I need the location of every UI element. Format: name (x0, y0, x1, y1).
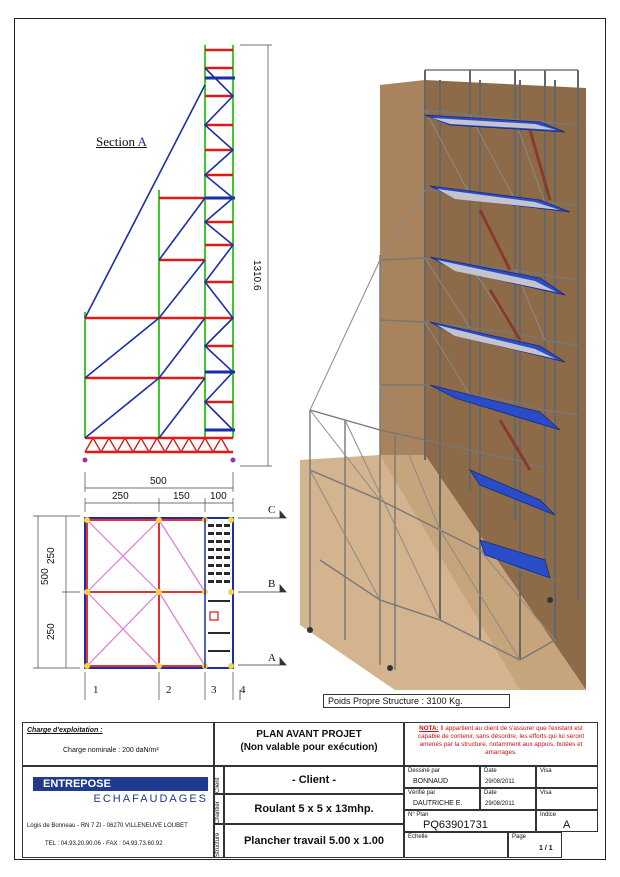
company-logo: ENTREPOSE (33, 777, 208, 791)
client-value: - Client - (224, 766, 404, 794)
date2-cell (480, 788, 536, 810)
page-cell (508, 832, 562, 858)
date-label-2: Date (484, 790, 497, 796)
date-value-2: 29/08/2011 (485, 801, 515, 807)
indice-value: A (563, 819, 571, 831)
3d-render (300, 70, 586, 690)
dim-width: 500 (150, 476, 167, 487)
dessine-value: BONNAUD (413, 778, 449, 785)
echelle-label: Echelle (408, 834, 428, 840)
client-label: Client (215, 777, 221, 793)
verifie-cell (404, 788, 480, 810)
weight-box: Poids Propre Structure : 3100 Kg. (323, 694, 510, 708)
dim-height: 1310.6 (251, 260, 262, 291)
page-value: 1 / 1 (539, 845, 553, 852)
charge-box (22, 722, 214, 766)
dim-top-c: 100 (210, 491, 227, 502)
dim-left-b: 250 (46, 623, 57, 640)
verifie-value: DAUTRICHE E. (413, 800, 463, 807)
company-box (22, 766, 214, 858)
chantier-label: Chantier (215, 801, 221, 824)
structure-label: Structure (215, 832, 221, 857)
plan-no-value: PQ63901731 (423, 819, 488, 831)
visa-label-2: Visa (540, 790, 552, 796)
chantier-value: Roulant 5 x 5 x 13mhp. (224, 794, 404, 824)
plan-no-cell (404, 810, 536, 832)
indice-label: Indice (540, 812, 557, 818)
structure-label-cell (214, 824, 224, 858)
visa1-cell (536, 766, 598, 788)
client-label-cell (214, 766, 224, 794)
visa2-cell (536, 788, 598, 810)
charge-nominal: Charge nominale : 200 daN/m² (63, 747, 159, 754)
charge-title: Charge d'exploitation : (27, 727, 103, 734)
plan-subtitle: (Non valable pour exécution) (240, 742, 378, 753)
note-label: NOTA: (419, 725, 439, 732)
section-label: Section (96, 134, 135, 149)
company-address: Logis de Bonneau - RN 7 ZI - 06270 VILLENEUVE LOUBET (27, 823, 188, 829)
plan-title-box (214, 722, 404, 766)
indice-cell (536, 810, 598, 832)
visa-label-1: Visa (540, 768, 552, 774)
marker-a: A (268, 652, 276, 664)
dim-top-a: 250 (112, 491, 129, 502)
axis-1: 1 (93, 684, 99, 696)
company-phone: TEL : 04.93.20.90.06 - FAX : 04.93.73.60.92 (45, 841, 163, 847)
plan-title: PLAN AVANT PROJET (256, 729, 362, 740)
dessine-label: Dessiné par (408, 768, 441, 774)
date1-cell (480, 766, 536, 788)
plan-view (33, 498, 286, 700)
dessine-cell (404, 766, 480, 788)
marker-b: B (268, 578, 276, 590)
dim-top-b: 150 (173, 491, 190, 502)
section-letter: A (137, 134, 147, 149)
structure-value: Plancher travail 5.00 x 1.00 (224, 824, 404, 858)
chantier-label-cell (214, 794, 224, 824)
axis-3: 3 (211, 684, 217, 696)
dim-left-a: 250 (46, 547, 57, 564)
note-box (404, 722, 598, 766)
note-text: Il appartient au client de s'assurer que l'existant est capable de contenir, sans désordre, les efforts qui lui seront amenés par la structure, notamment aux appuis, butées et amarrages. (417, 725, 585, 756)
marker-c: C (268, 504, 276, 516)
page-label: Page (512, 834, 527, 840)
company-name: ECHAFAUDAGES (93, 793, 208, 805)
axis-2: 2 (166, 684, 172, 696)
date-label-1: Date (484, 768, 497, 774)
date-value-1: 29/08/2011 (485, 779, 515, 785)
plan-no-label: N° Plan (408, 812, 429, 818)
verifie-label: Vérifié par (408, 790, 436, 796)
section-title (96, 134, 147, 150)
echelle-cell (404, 832, 508, 858)
dim-left-total: 500 (40, 568, 51, 585)
axis-4: 4 (240, 684, 246, 696)
section-elevation (83, 45, 273, 492)
